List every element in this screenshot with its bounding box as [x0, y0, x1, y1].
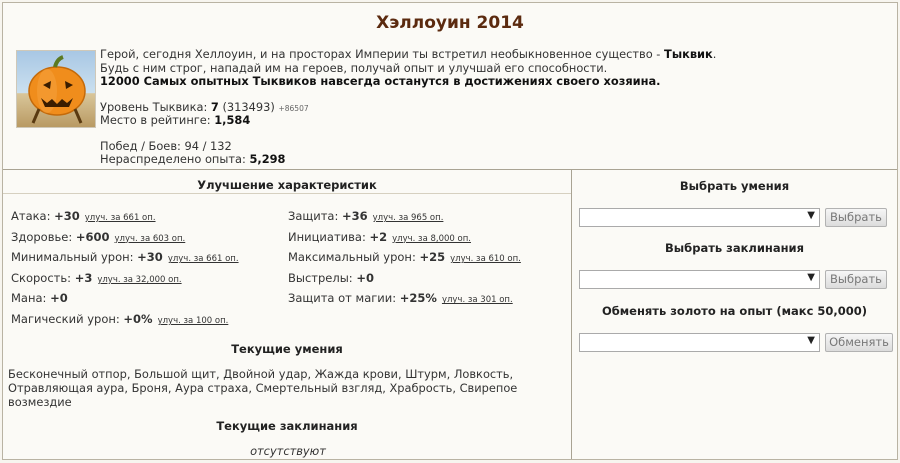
intro-line-2: Будь с ним строг, нападай им на героев, получай опыт и улучшай его способности. — [100, 61, 608, 75]
skills-list: Бесконечный отпор, Большой щит, Двойной удар, Жажда крови, Штурм, Ловкость, Отравляющая аура, Броня, Аура страха, Смертельный взгляд, Храбрость, Свирепое возмездие — [8, 367, 518, 409]
skills-title: Текущие умения — [231, 342, 343, 356]
stat-row — [288, 250, 521, 264]
upgrade-link[interactable]: улуч. за 661 оп. — [167, 254, 239, 265]
stat-value: +0 — [50, 291, 68, 306]
skill-select[interactable] — [579, 208, 820, 227]
dropdown-arrow-icon: ▼ — [807, 272, 815, 283]
stat-row — [11, 291, 68, 305]
pet-free-exp: Нераспределено опыта: 5,298 — [100, 152, 286, 166]
select-skill-title: Выбрать умения — [679, 179, 790, 193]
upgrade-title: Улучшение характеристик — [197, 178, 377, 192]
upgrade-link[interactable]: улуч. за 603 оп. — [114, 233, 186, 244]
intro-line-3: 12000 Самых опытных Тыквиков навсегда останутся в достижениях своего хозяина. — [100, 74, 661, 88]
upgrade-link[interactable]: улуч. за 661 оп. — [84, 213, 156, 223]
stat-row — [11, 250, 239, 264]
header-divider — [3, 169, 897, 170]
upgrade-link[interactable]: улуч. за 965 оп. — [372, 213, 444, 223]
upgrade-link[interactable]: улуч. за 32,000 оп. — [97, 274, 182, 285]
stat-value: +600 — [75, 229, 110, 244]
stat-label: Мана: — [11, 291, 51, 306]
stat-row — [11, 209, 156, 223]
stat-value: +2 — [369, 229, 388, 244]
stat-row — [288, 209, 443, 223]
stat-label: Инициатива: — [288, 229, 370, 244]
spells-title: Текущие заклинания — [216, 419, 358, 433]
pet-wins: Побед / Боев: 94 / 132 — [100, 139, 232, 153]
stat-value: +30 — [54, 209, 80, 223]
dropdown-arrow-icon: ▼ — [807, 210, 815, 221]
stat-label: Выстрелы: — [288, 270, 357, 285]
select-spell-button[interactable]: Выбрать — [825, 270, 887, 289]
page-title: Хэллоуин 2014 — [376, 13, 524, 33]
stat-value: +25 — [419, 250, 446, 265]
stat-row — [11, 271, 182, 285]
stat-label: Защита от магии: — [288, 291, 400, 306]
upgrade-link[interactable]: улуч. за 100 оп. — [157, 316, 229, 326]
pet-level: Уровень Тыквика: 7 (313493) +86507 — [100, 100, 309, 114]
stat-row — [288, 230, 471, 244]
stat-value: +30 — [137, 250, 163, 265]
dropdown-arrow-icon: ▼ — [807, 335, 815, 346]
upgrade-title-divider — [3, 193, 571, 194]
upgrade-link[interactable]: улуч. за 8,000 оп. — [392, 233, 471, 244]
stat-label: Максимальный урон: — [288, 250, 420, 265]
stat-label: Атака: — [11, 209, 55, 223]
main-frame — [2, 2, 898, 460]
upgrade-link[interactable]: улуч. за 301 оп. — [441, 295, 513, 306]
stat-value: +36 — [342, 209, 368, 223]
select-skill-button[interactable]: Выбрать — [825, 208, 887, 227]
stat-label: Магический урон: — [11, 312, 124, 326]
stat-label: Скорость: — [11, 270, 75, 285]
stat-label: Защита: — [288, 209, 343, 223]
pumpkin-avatar — [16, 50, 96, 128]
stat-value: +0% — [123, 312, 153, 326]
stat-value: +0 — [356, 270, 374, 285]
gold-select[interactable] — [579, 333, 820, 352]
exchange-gold-button[interactable]: Обменять — [825, 333, 893, 352]
stat-value: +25% — [399, 291, 437, 306]
intro-line-1: Герой, сегодня Хеллоуин, и на просторах Империи ты встретил необыкновенное существо - Тыквик. — [100, 47, 717, 61]
select-spell-title: Выбрать заклинания — [665, 241, 804, 255]
stat-row — [288, 291, 513, 305]
gold-exchange-title: Обменять золото на опыт (макс 50,000) — [601, 304, 868, 318]
stat-row — [11, 312, 228, 326]
spell-select[interactable] — [579, 270, 820, 289]
stat-label: Здоровье: — [11, 229, 76, 244]
stat-row — [11, 230, 185, 244]
spells-list: отсутствуют — [250, 444, 326, 458]
stat-row — [288, 271, 374, 285]
upgrade-link[interactable]: улуч. за 610 оп. — [450, 254, 521, 265]
pet-rank: Место в рейтинге: 1,584 — [100, 113, 251, 127]
stat-value: +3 — [74, 270, 93, 285]
stat-label: Минимальный урон: — [11, 250, 138, 265]
